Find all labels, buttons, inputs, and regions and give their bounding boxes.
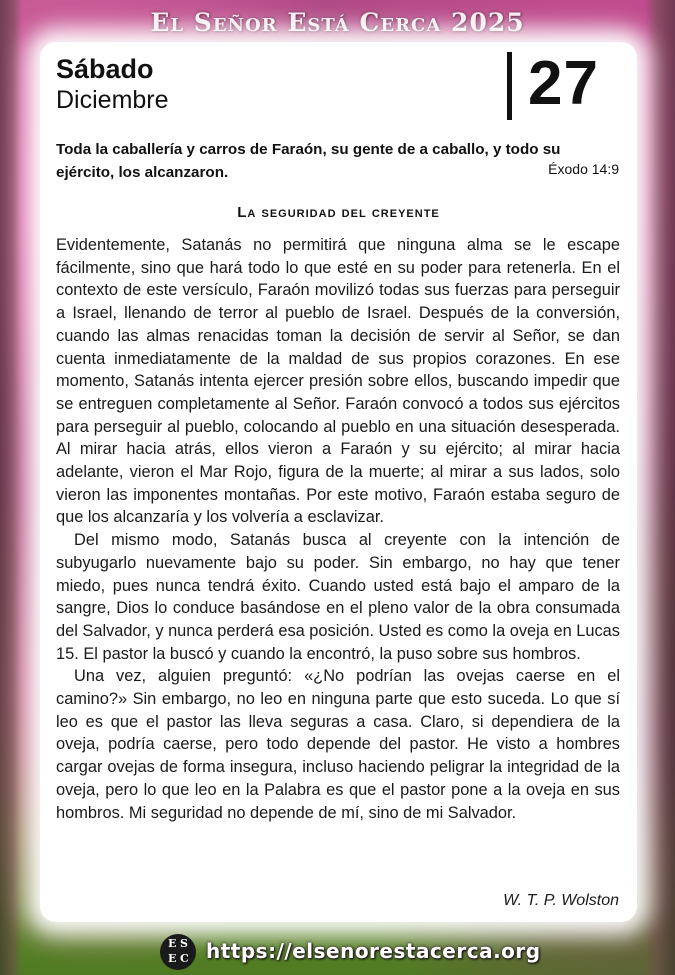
article-body (56, 234, 620, 824)
background-tree-left (0, 0, 22, 975)
article-heading: La seguridad del creyente (237, 204, 440, 221)
devotional-card (40, 42, 637, 922)
month: Diciembre (56, 86, 169, 114)
bible-verse: Toda la caballería y carros de Faraón, su gente de a caballo, y todo su ejército, los alcanzaron. (56, 141, 561, 181)
footer (0, 934, 675, 970)
article-paragraph: Evidentemente, Satanás no permitirá que ninguna alma se le escape fácilmente, sino que hará todo lo que esté en su poder para retenerla. En el contexto de este versículo, Faraón movilizó todas sus fuerzas para perseguir a Israel, llenando de terror al pueblo de Israel. Después de la conversión, cuando las almas renacidas toman la decisión de servir al Señor, se dan cuenta inmediatamente de la maldad de sus propios corazones. En ese momento, Satanás intenta ejercer presión sobre ellos, buscando impedir que se entreguen completamente al Señor. Faraón convocó a todos sus ejércitos para perseguir al pueblo, colocando al pueblo en una situación desesperada. Al mirar hacia atrás, ellos vieron a Faraón y su ejército; al mirar hacia adelante, vieron el Mar Rojo, figura de la muerte; al mirar a sus lados, solo vieron las imponentes montañas. Por este motivo, Faraón estaba seguro de que los alcanzaría y los volvería a esclavizar. (56, 236, 620, 527)
verse-reference: Éxodo 14:9 (548, 161, 619, 177)
background-tree-right (645, 0, 675, 975)
publication-title: El Señor Está Cerca 2025 (150, 8, 525, 37)
esec-logo-icon: E S E C (160, 934, 196, 970)
article-author: W. T. P. Wolston (503, 892, 619, 909)
article-paragraph: Una vez, alguien preguntó: «¿No podrían las ovejas caerse en el camino?» Sin embargo, no leo en ninguna parte que esto suceda. Lo que sí leo es que el pastor las lleva seguras a casa. Claro, si dependiera de la oveja, podría caerse, pero todo depende del pastor. He visto a hombres cargar ovejas de forma insegura, incluso haciendo peligrar la integridad de la oveja, pero lo que leo en la Palabra es que el pastor pone a la oveja en sus hombros. Mi seguridad no depende de mí, sino de mi Salvador. (56, 667, 620, 822)
website-link[interactable]: https://elsenorestacerca.org (206, 939, 541, 963)
weekday: Sábado (56, 54, 154, 84)
article-paragraph: Del mismo modo, Satanás busca al creyente con la intención de subyugarlo nuevamente bajo su poder. Sin embargo, no hay que tener miedo, pues nunca tendrá éxito. Cuando usted está bajo el amparo de la sangre, Dios lo conduce basándose en el pleno valor de la obra consumada del Salvador, y nunca perderá esa posición. Usted es como la oveja en Lucas 15. El pastor la buscó y cuando la encontró, la puso sobre sus hombros. (56, 531, 620, 663)
day-number: 27 (528, 49, 599, 118)
date-divider (507, 52, 512, 120)
